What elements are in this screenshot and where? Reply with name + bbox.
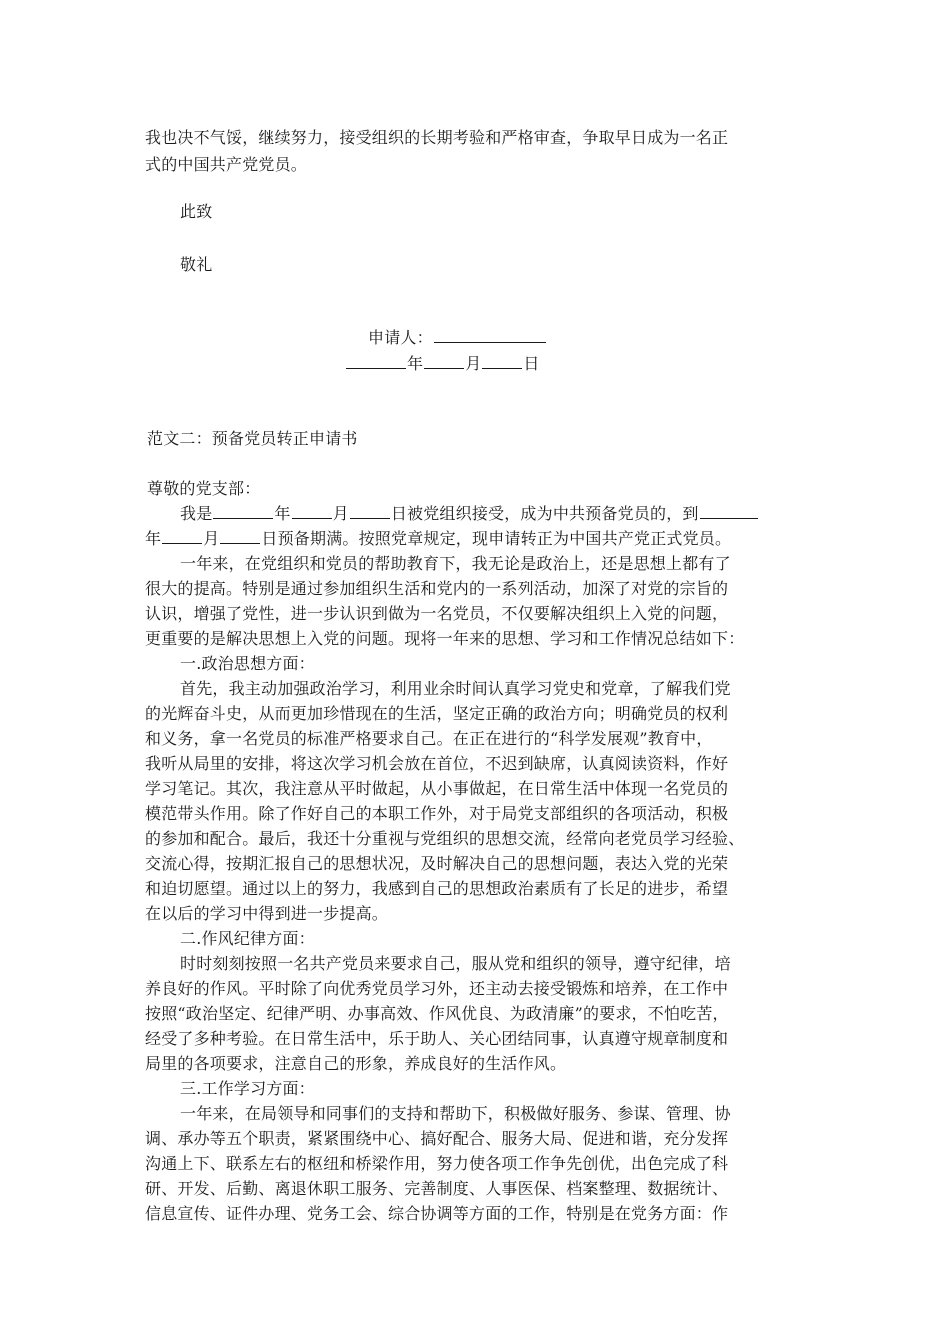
para3-line: 和义务，拿一名党员的标准严格要求自己。在正在进行的“科学发展观”教育中， <box>145 729 713 748</box>
closing-respect: 敬礼 <box>180 255 213 274</box>
para3-line: 我听从局里的安排，将这次学习机会放在首位，不迟到缺席，认真阅读资料，作好 <box>145 754 729 773</box>
para3-line: 交流心得，按期汇报自己的思想状况，及时解决自己的思想问题，表达入党的光荣 <box>145 854 729 873</box>
month-blank <box>424 352 464 369</box>
intro-year-blank <box>213 502 273 519</box>
applicant-label: 申请人： <box>368 328 433 347</box>
para2-line: 更重要的是解决思想上入党的问题。现将一年来的思想、学习和工作情况总结如下： <box>145 629 745 648</box>
intro-text-d: 日被党组织接受，成为中共预备党员的，到 <box>390 504 699 523</box>
signature-applicant <box>368 326 547 350</box>
closing-salutation: 此致 <box>180 202 213 221</box>
para3-line: 在以后的学习中得到进一步提高。 <box>145 904 389 923</box>
applicant-blank <box>434 326 546 343</box>
intro-text-e: 年 <box>145 529 162 548</box>
month-label: 月 <box>465 354 482 373</box>
heading-work-study: 三.工作学习方面： <box>180 1079 315 1098</box>
intro-line-2 <box>145 527 731 551</box>
para2-line: 认识，增强了党性，进一步认识到做为一名党员，不仅要解决组织上入党的问题， <box>145 604 729 623</box>
para5-line: 研、开发、后勤、离退休职工服务、完善制度、人事医保、档案整理、数据统计、 <box>145 1179 729 1198</box>
intro-end-year-blank <box>700 502 758 519</box>
sample2-title: 范文二：预备党员转正申请书 <box>147 429 358 448</box>
intro-text-b: 年 <box>274 504 291 523</box>
para3-line: 和迫切愿望。通过以上的努力，我感到自己的思想政治素质有了长足的进步，希望 <box>145 879 729 898</box>
intro-text-c: 月 <box>332 504 349 523</box>
para2-line: 很大的提高。特别是通过参加组织生活和党内的一系列活动，加深了对党的宗旨的 <box>145 579 729 598</box>
para5-line: 调、承办等五个职责，紧紧围绕中心、搞好配合、服务大局、促进和谐，充分发挥 <box>145 1129 729 1148</box>
para4-line: 局里的各项要求，注意自己的形象，养成良好的生活作风。 <box>145 1054 567 1073</box>
para3-line: 的光辉奋斗史，从而更加珍惜现在的生活，坚定正确的政治方向；明确党员的权利 <box>145 704 729 723</box>
para4-line: 养良好的作风。平时除了向优秀党员学习外，还主动去接受锻炼和培养，在工作中 <box>145 979 729 998</box>
para4-line: 按照“政治坚定、纪律严明、办事高效、作风优良、为政清廉”的要求，不怕吃苦， <box>145 1004 729 1023</box>
intro-month-blank <box>292 502 332 519</box>
para3-line: 学习笔记。其次，我注意从平时做起，从小事做起，在日常生活中体现一名党员的 <box>145 779 729 798</box>
para3-line: 首先，我主动加强政治学习，利用业余时间认真学习党史和党章，了解我们党 <box>180 679 731 698</box>
day-label: 日 <box>523 354 540 373</box>
sample2-greeting: 尊敬的党支部： <box>147 479 261 498</box>
day-blank <box>482 352 522 369</box>
intro-text-g: 日预备期满。按照党章规定，现申请转正为中国共产党正式党员。 <box>261 529 732 548</box>
intro-text-f: 月 <box>203 529 220 548</box>
intro-end-day-blank <box>220 527 260 544</box>
intro-line-1 <box>180 502 759 526</box>
top-line-1: 我也决不气馁，继续努力，接受组织的长期考验和严格审查，争取早日成为一名正 <box>145 128 729 147</box>
para3-line: 模范带头作用。除了作好自己的本职工作外，对于局党支部组织的各项活动，积极 <box>145 804 729 823</box>
intro-day-blank <box>350 502 390 519</box>
para5-line: 信息宣传、证件办理、党务工会、综合协调等方面的工作，特别是在党务方面：作 <box>145 1204 729 1223</box>
heading-discipline: 二.作风纪律方面： <box>180 929 315 948</box>
para4-line: 经受了多种考验。在日常生活中，乐于助人、关心团结同事，认真遵守规章制度和 <box>145 1029 729 1048</box>
signature-date <box>345 352 540 376</box>
para5-line: 沟通上下、联系左右的枢纽和桥梁作用，努力使各项工作争先创优，出色完成了科 <box>145 1154 729 1173</box>
year-blank <box>346 352 406 369</box>
heading-political: 一.政治思想方面： <box>180 654 315 673</box>
para2-line: 一年来，在党组织和党员的帮助教育下，我无论是政治上，还是思想上都有了 <box>180 554 731 573</box>
para3-line: 的参加和配合。最后，我还十分重视与党组织的思想交流，经常向老党员学习经验、 <box>145 829 745 848</box>
top-line-2: 式的中国共产党党员。 <box>145 155 308 174</box>
year-label: 年 <box>407 354 424 373</box>
para4-line: 时时刻刻按照一名共产党员来要求自己，服从党和组织的领导，遵守纪律，培 <box>180 954 731 973</box>
intro-text-a: 我是 <box>180 504 213 523</box>
para5-line: 一年来，在局领导和同事们的支持和帮助下，积极做好服务、参谋、管理、协 <box>180 1104 731 1123</box>
intro-end-month-blank <box>162 527 202 544</box>
